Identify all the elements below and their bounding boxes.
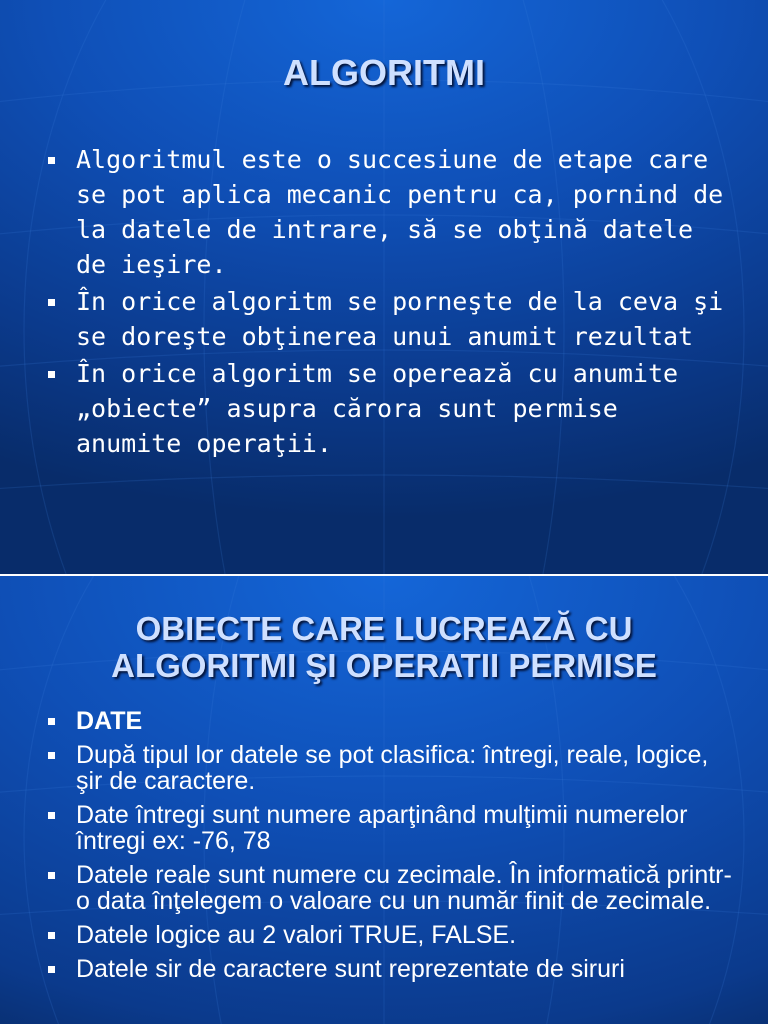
list-item (48, 356, 738, 461)
list-item (48, 742, 738, 794)
page-title: ALGORITMI (283, 52, 485, 93)
list-item-text: Algoritmul este o succesiune de etape care se pot aplica mecanic pentru ca, pornind de la datele de intrare, să se obţină datele de ieşire. (76, 145, 724, 279)
section-title-line: OBIECTE CARE LUCREAZĂ CU (135, 610, 633, 647)
square-bullet-icon (48, 966, 55, 973)
list-item-text: Datele sir de caractere sunt reprezentate de siruri (76, 955, 625, 983)
square-bullet-icon (48, 752, 55, 759)
list-item-text: Date întregi sunt numere aparţinând mulţimii numerelor întregi ex: -76, 78 (76, 801, 688, 855)
list-item-text: În orice algoritm se porneşte de la ceva şi se doreşte obţinerea unui anumit rezultat (76, 287, 724, 351)
list-item-text: După tipul lor datele se pot clasifica: întregi, reale, logice, şir de caractere. (76, 741, 709, 795)
list-item (48, 922, 738, 948)
section-title (0, 610, 768, 684)
bullet-list (48, 142, 738, 463)
square-bullet-icon (48, 299, 55, 306)
list-item-text: Datele logice au 2 valori TRUE, FALSE. (76, 921, 517, 949)
list-item (48, 142, 738, 282)
square-bullet-icon (48, 812, 55, 819)
bullet-list (48, 708, 738, 990)
square-bullet-icon (48, 872, 55, 879)
square-bullet-icon (48, 157, 55, 164)
list-item (48, 862, 738, 914)
list-item-text: În orice algoritm se operează cu anumite „obiecte” asupra cărora sunt permise anumite operaţii. (76, 359, 679, 458)
square-bullet-icon (48, 718, 55, 725)
list-item-text: Datele reale sunt numere cu zecimale. În informatică printr-o data înţelegem o valoare cu un număr finit de zecimale. (76, 861, 732, 915)
list-item (48, 284, 738, 354)
list-item-text: DATE (76, 707, 143, 735)
square-bullet-icon (48, 371, 55, 378)
square-bullet-icon (48, 932, 55, 939)
list-item (48, 956, 738, 982)
list-item (48, 802, 738, 854)
list-item (48, 708, 738, 734)
section-title-line: ALGORITMI ŞI OPERATII PERMISE (111, 647, 657, 684)
